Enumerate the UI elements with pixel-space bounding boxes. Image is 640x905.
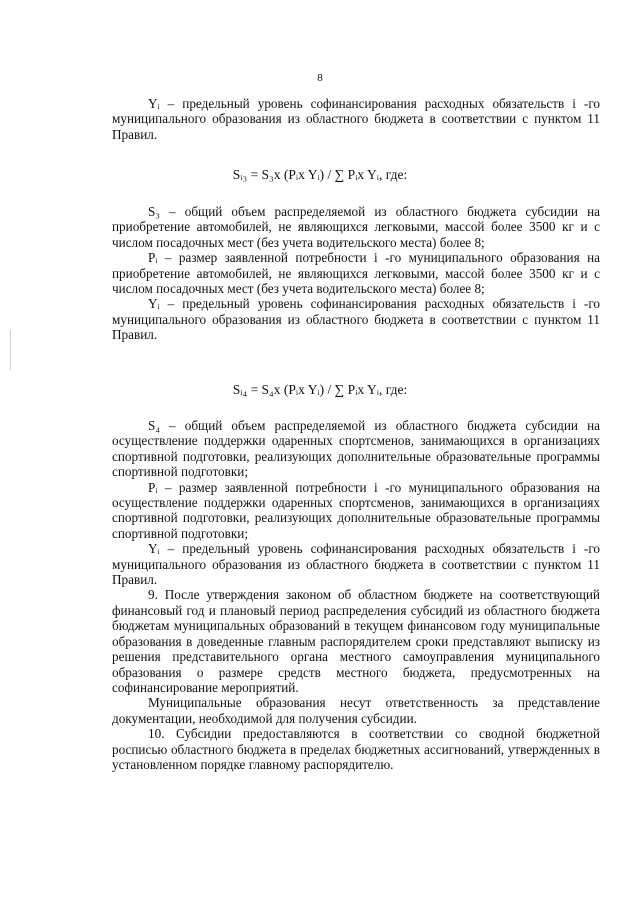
paragraph-yi-definition: Yᵢ – предельный уровень софинансирования расходных обязательств i -го муниципального образования из областного бюджета в соответствии с пунктом 11 Правил.: [112, 541, 600, 588]
scan-margin-mark: [10, 330, 11, 370]
section-s3: [112, 204, 600, 343]
paragraph-yi-definition: Yᵢ – предельный уровень софинансирования расходных обязательств i -го муниципального образования из областного бюджета в соответствии с пунктом 11 Правил.: [112, 96, 600, 142]
section-s4: [112, 418, 600, 772]
paragraph-pi-definition: Pᵢ – размер заявленной потребности i -го муниципального образования на приобретение автомобилей, не являющихся легковыми, массой более 3500 кг и с числом посадочных мест (без учета водительского места) более 8;: [112, 250, 600, 297]
page-number: 8: [317, 72, 323, 84]
paragraph-item-9: 9. После утверждения законом об областном бюджете на соответствующий финансовый год и плановый период распределения субсидий из областного бюджета бюджетам муниципальных образований в текущем финансовом году муниципальные образования в доведенные главным распорядителем сроки представляют выписку из решения представительного органа местного самоуправления муниципального образования о размере средств местного бюджета, предусмотренных на софинансирование мероприятий.: [112, 587, 600, 695]
paragraph-responsibility: Муниципальные образования несут ответственность за представление документации, необходимой для получения субсидии.: [112, 695, 600, 726]
paragraph-yi-definition: Yᵢ – предельный уровень софинансирования расходных обязательств i -го муниципального образования из областного бюджета в соответствии с пунктом 11 Правил.: [112, 296, 600, 343]
section-yi-first: [112, 96, 600, 142]
formula-s4: Sᵢ₄ = S₄x (Pᵢx Yᵢ) / ∑ Pᵢx Yᵢ, где:: [232, 382, 408, 397]
paragraph-s3-definition: S₃ – общий объем распределяемой из областного бюджета субсидии на приобретение автомобилей, не являющихся легковыми, массой более 3500 кг и с числом посадочных мест (без учета водительского места) более 8;: [112, 204, 600, 250]
paragraph-item-10: 10. Субсидии предоставляются в соответствии со сводной бюджетной росписью областного бюджета в пределах бюджетных ассигнований, утвержденных в установленном порядке главному распорядителю.: [112, 726, 600, 772]
paragraph-pi-definition: Pᵢ – размер заявленной потребности i -го муниципального образования на осуществление поддержки одаренных спортсменов, занимающихся в организациях спортивной подготовки, реализующих дополнительные образовательные программы спортивной подготовки;: [112, 479, 600, 541]
paragraph-s4-definition: S₄ – общий объем распределяемой из областного бюджета субсидии на осуществление поддержки одаренных спортсменов, занимающихся в организациях спортивной подготовки, реализующих дополнительные образовательные программы спортивной подготовки;: [112, 418, 600, 480]
formula-s3: Sᵢ₃ = S₃x (Pᵢx Yᵢ) / ∑ Pᵢx Yᵢ, где:: [232, 167, 408, 182]
